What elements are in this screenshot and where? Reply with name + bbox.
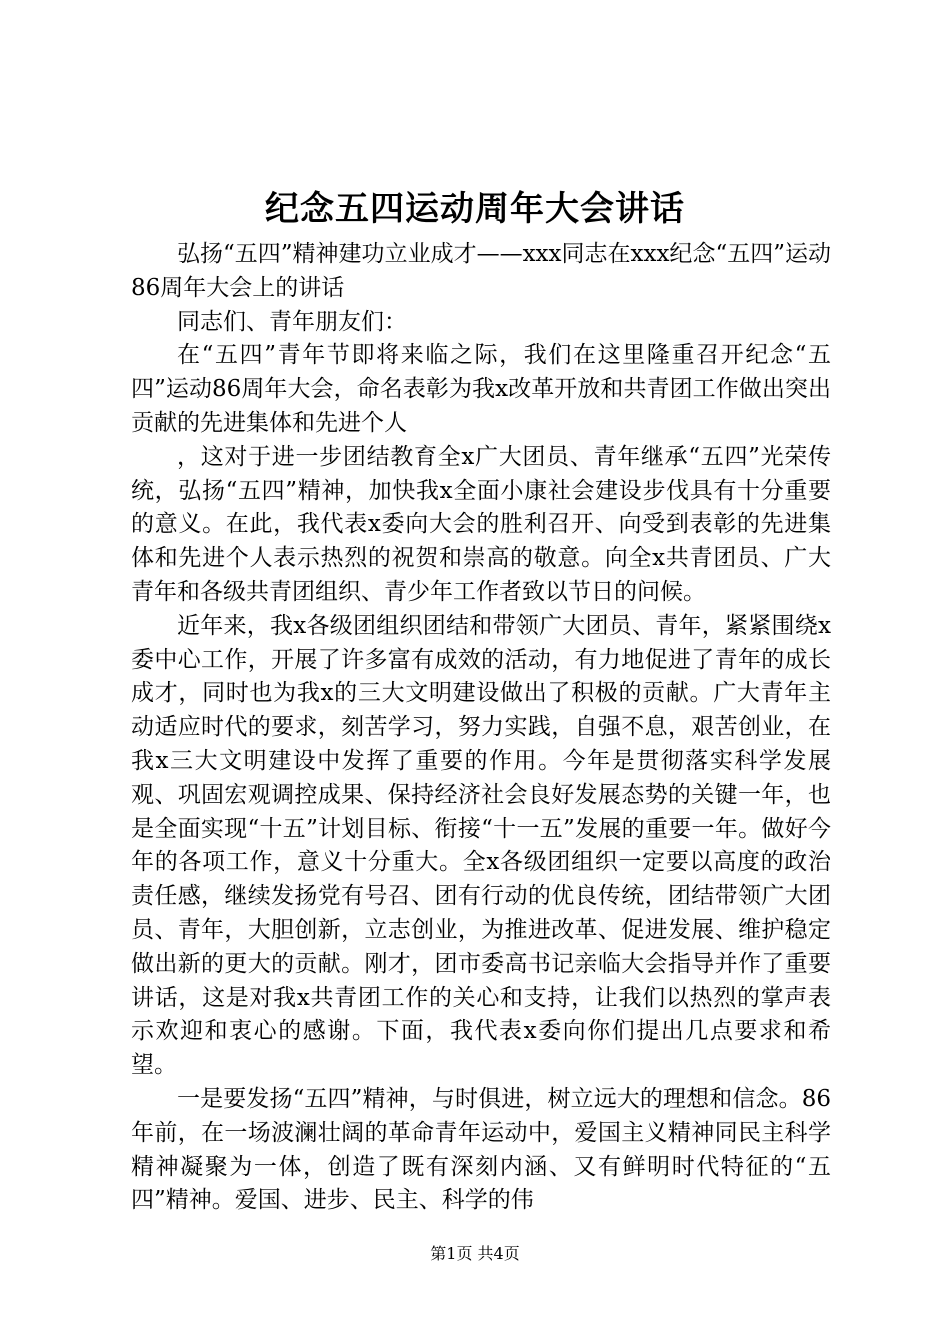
paragraph-subtitle: 弘扬“五四”精神建功立业成才——xxx同志在xxx纪念“五四”运动86周年大会上的讲话 <box>131 241 831 301</box>
document-body <box>131 238 831 1218</box>
paragraph-opening: 在“五四”青年节即将来临之际，我们在这里隆重召开纪念“五四”运动86周年大会，命名表彰为我x改革开放和共青团工作做出突出贡献的先进集体和先进个人 <box>131 342 831 436</box>
document-title: 纪念五四运动周年大会讲话 <box>265 189 685 229</box>
paragraph-salutation: 同志们、青年朋友们： <box>177 308 407 335</box>
paragraph-recent-years: 近年来，我x各级团组织团结和带领广大团员、青年，紧紧围绕x委中心工作，开展了许多富有成效的活动，有力地促进了青年的成长成才，同时也为我x的三大文明建设做出了积极的贡献。广大青年主动适应时代的要求，刻苦学习，努力实践，自强不息，艰苦创业，在我x三大文明建设中发挥了重要的作用。今年是贯彻落实科学发展观、巩固宏观调控成果、保持经济社会良好发展态势的关键一年，也是全面实现“十五”计划目标、衔接“十一五”发展的重要一年。做好今年的各项工作，意义十分重大。全x各级团组织一定要以高度的政治责任感，继续发扬党有号召、团有行动的优良传统，团结带领广大团员、青年，大胆创新，立志创业，为推进改革、促进发展、维护稳定做出新的更大的贡献。刚才，团市委高书记亲临大会指导并作了重要讲话，这是对我x共青团工作的关心和支持，让我们以热烈的掌声表示欢迎和衷心的感谢。下面，我代表x委向你们提出几点要求和希望。 <box>131 612 831 1079</box>
page-footer: 第1页 共4页 <box>430 1244 520 1263</box>
paragraph-significance: ，这对于进一步团结教育全x广大团员、青年继承“五四”光荣传统，弘扬“五四”精神，加快我x全面小康社会建设步伐具有十分重要的意义。在此，我代表x委向大会的胜利召开、向受到表彰的先进集体和先进个人表示热烈的祝贺和崇高的敬意。向全x共青团员、广大青年和各级共青团组织、青少年工作者致以节日的问候。 <box>131 443 831 605</box>
paragraph-point-one: 一是要发扬“五四”精神，与时俱进，树立远大的理想和信念。86年前，在一场波澜壮阔的革命青年运动中，爱国主义精神同民主科学精神凝聚为一体，创造了既有深刻内涵、又有鲜明时代特征的“五四”精神。爱国、进步、民主、科学的伟 <box>131 1085 831 1214</box>
